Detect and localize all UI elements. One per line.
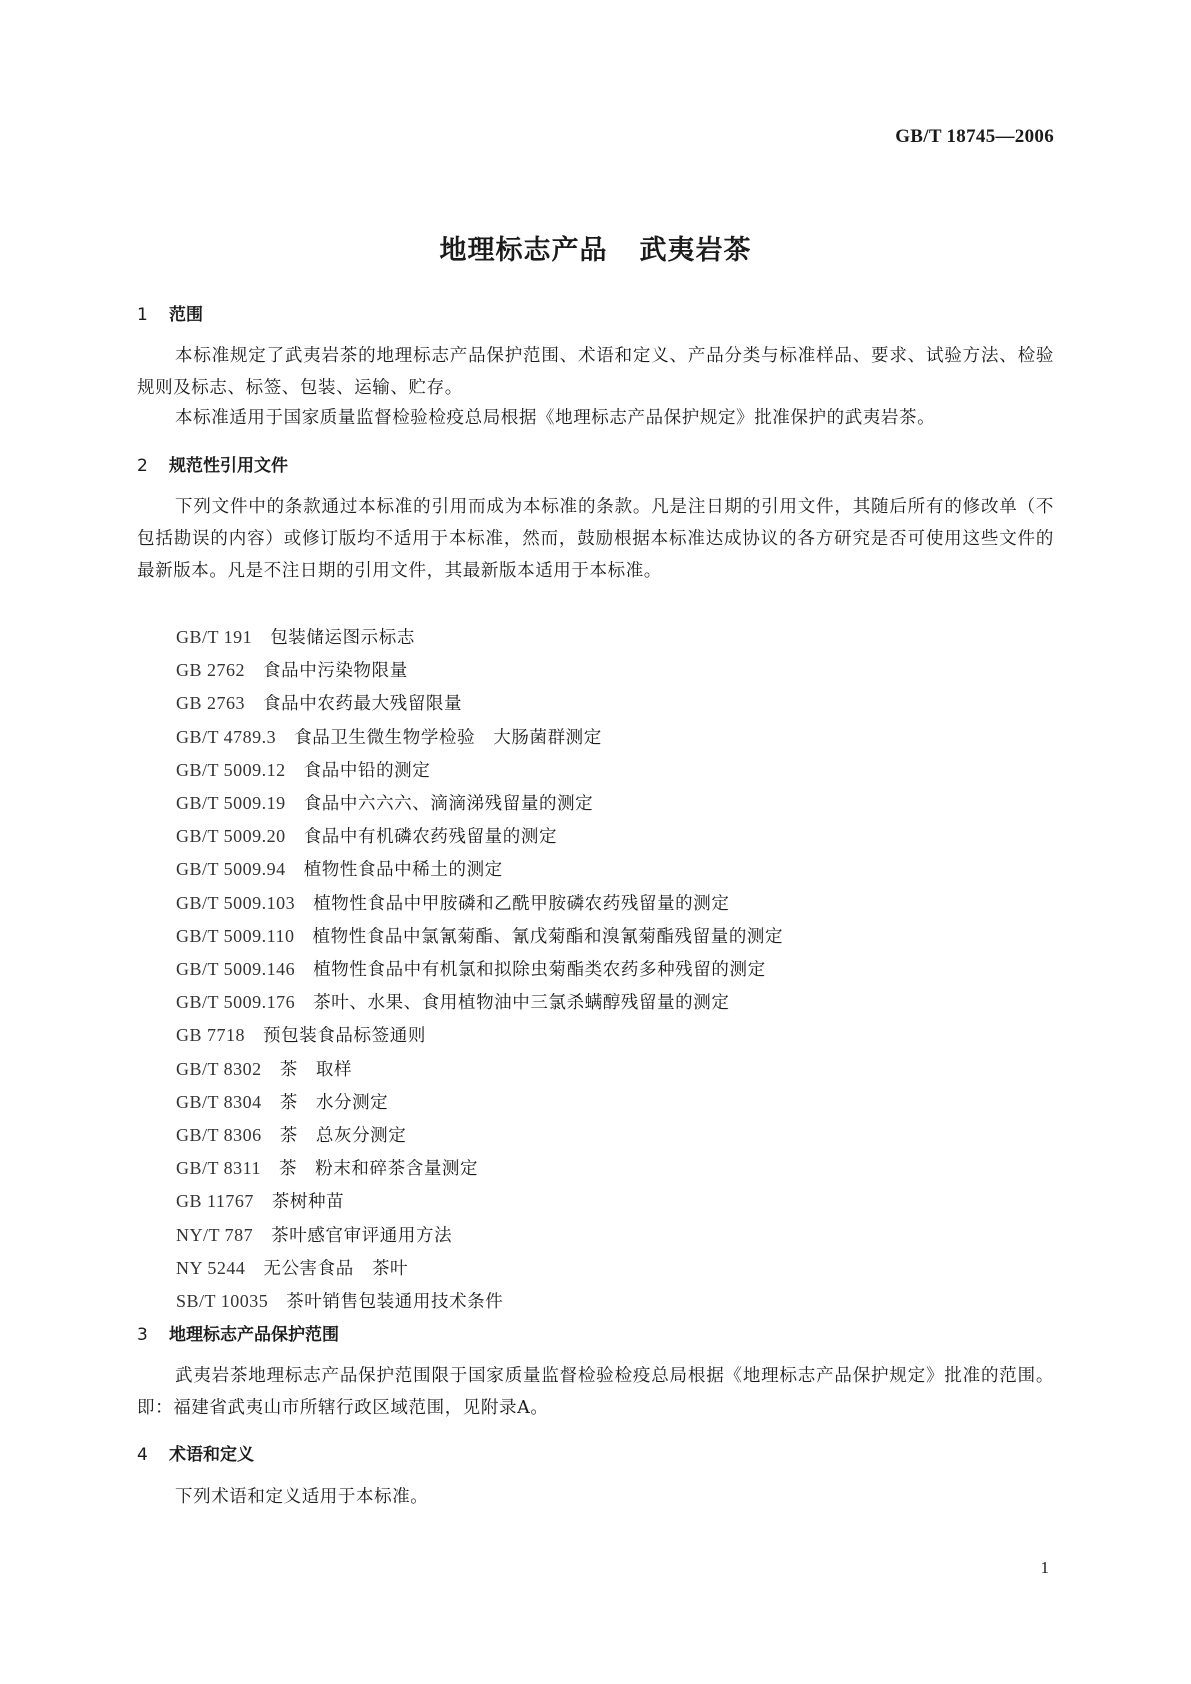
reference-code: GB/T 5009.94: [176, 859, 286, 880]
section-1-paragraph-1: 本标准规定了武夷岩茶的地理标志产品保护范围、术语和定义、产品分类与标准样品、要求、试验方法、检验规则及标志、标签、包装、运输、贮存。: [137, 346, 1054, 398]
reference-code: GB 11767: [176, 1191, 254, 1212]
page-number: 1: [1040, 1558, 1049, 1577]
reference-title: 茶叶、水果、食用植物油中三氯杀螨醇残留量的测定: [313, 993, 730, 1014]
section-title: 规范性引用文件: [169, 456, 288, 476]
reference-item: [176, 887, 783, 920]
section-title: 范围: [169, 305, 203, 325]
reference-item: [176, 1185, 783, 1218]
reference-title: 食品中铅的测定: [303, 760, 431, 781]
reference-item: [176, 1152, 783, 1185]
reference-item: [176, 687, 783, 720]
reference-title: 茶叶感官审评通用方法: [271, 1225, 453, 1246]
reference-title: 茶 取样: [279, 1059, 353, 1080]
section-title: 术语和定义: [169, 1445, 254, 1465]
reference-title: 茶 总灰分测定: [279, 1126, 407, 1147]
reference-title: 包装储运图示标志: [270, 628, 415, 648]
reference-item: [176, 853, 783, 886]
section-3-paragraph-1: 武夷岩茶地理标志产品保护范围限于国家质量监督检验检疫总局根据《地理标志产品保护规定》批准的范围。即：福建省武夷山市所辖行政区域范围，见附录A。: [137, 1366, 1054, 1418]
section-number: 1: [137, 305, 148, 325]
section-number: 2: [137, 456, 148, 476]
reference-title: 茶 水分测定: [279, 1092, 389, 1113]
reference-item: [176, 654, 783, 687]
reference-title: 茶 粉末和碎茶含量测定: [279, 1159, 479, 1180]
reference-item: [176, 1119, 783, 1152]
reference-code: SB/T 10035: [176, 1291, 269, 1312]
reference-code: GB/T 5009.146: [176, 959, 296, 980]
section-number: 4: [137, 1445, 148, 1465]
reference-item: [176, 1053, 783, 1086]
reference-code: GB/T 5009.176: [176, 992, 296, 1013]
normative-references-list: [176, 621, 783, 1318]
reference-title: 食品卫生微生物学检验 大肠菌群测定: [294, 727, 602, 748]
reference-code: GB 2762: [176, 660, 246, 681]
section-heading-1: [137, 300, 203, 325]
section-2-paragraph-1: 下列文件中的条款通过本标准的引用而成为本标准的条款。凡是注日期的引用文件，其随后所有的修改单（不包括勘误的内容）或修订版均不适用于本标准，然而，鼓励根据本标准达成协议的各方研究是否可使用这些文件的最新版本。凡是不注日期的引用文件，其最新版本适用于本标准。: [137, 497, 1054, 581]
reference-title: 植物性食品中有机氯和拟除虫菊酯类农药多种残留的测定: [313, 960, 766, 981]
reference-code: GB 2763: [176, 693, 246, 714]
reference-code: GB/T 5009.103: [176, 892, 296, 913]
reference-code: NY/T 787: [176, 1224, 254, 1245]
reference-title: 植物性食品中甲胺磷和乙酰甲胺磷农药残留量的测定: [313, 893, 730, 914]
reference-code: GB/T 8304: [176, 1091, 262, 1112]
reference-code: GB/T 191: [176, 627, 253, 647]
reference-title: 食品中六六六、滴滴涕残留量的测定: [303, 794, 594, 815]
section-heading-2: [137, 451, 288, 476]
reference-code: GB/T 8302: [176, 1058, 262, 1079]
reference-code: GB/T 5009.20: [176, 826, 286, 847]
reference-item: [176, 953, 783, 986]
document-title: [0, 228, 1191, 267]
section-1-paragraph-2: 本标准适用于国家质量监督检验检疫总局根据《地理标志产品保护规定》批准保护的武夷岩茶。: [175, 408, 936, 428]
reference-item: [176, 1019, 783, 1052]
reference-code: GB 7718: [176, 1025, 246, 1046]
reference-title: 预包装食品标签通则: [263, 1026, 426, 1047]
section-heading-3: [137, 1320, 339, 1345]
reference-code: GB/T 5009.12: [176, 759, 286, 780]
reference-code: GB/T 5009.19: [176, 793, 286, 814]
reference-code: GB/T 5009.110: [176, 925, 295, 946]
reference-item: [176, 1285, 783, 1318]
reference-item: [176, 1252, 783, 1285]
reference-item: [176, 754, 783, 787]
reference-code: GB/T 4789.3: [176, 726, 277, 747]
section-4-paragraph-1: 下列术语和定义适用于本标准。: [175, 1487, 429, 1507]
reference-title: 茶叶销售包装通用技术条件: [286, 1292, 504, 1313]
section-number: 3: [137, 1325, 148, 1345]
section-heading-4: [137, 1440, 254, 1465]
reference-code: GB/T 8311: [176, 1158, 262, 1179]
reference-title: 食品中有机磷农药残留量的测定: [303, 827, 558, 848]
reference-item: [176, 787, 783, 820]
reference-item: [176, 920, 783, 953]
reference-title: 植物性食品中氯氰菊酯、氰戊菊酯和溴氰菊酯残留量的测定: [312, 926, 784, 947]
reference-title: 食品中农药最大残留限量: [263, 694, 463, 715]
reference-item: [176, 1219, 783, 1252]
reference-title: 无公害食品 茶叶: [263, 1258, 409, 1279]
reference-title: 植物性食品中稀土的测定: [303, 860, 503, 881]
reference-item: [176, 1086, 783, 1119]
reference-item: [176, 721, 783, 754]
reference-code: NY 5244: [176, 1257, 246, 1278]
reference-item: [176, 820, 783, 853]
section-title: 地理标志产品保护范围: [169, 1325, 339, 1345]
reference-item: [176, 986, 783, 1019]
reference-title: 茶树种苗: [271, 1192, 345, 1213]
standard-code: GB/T 18745—2006: [895, 126, 1054, 147]
reference-title: 食品中污染物限量: [263, 661, 408, 682]
title-part-2: 武夷岩茶: [639, 235, 752, 266]
reference-code: GB/T 8306: [176, 1125, 262, 1146]
reference-item: [176, 621, 783, 654]
title-part-1: 地理标志产品: [439, 235, 608, 266]
